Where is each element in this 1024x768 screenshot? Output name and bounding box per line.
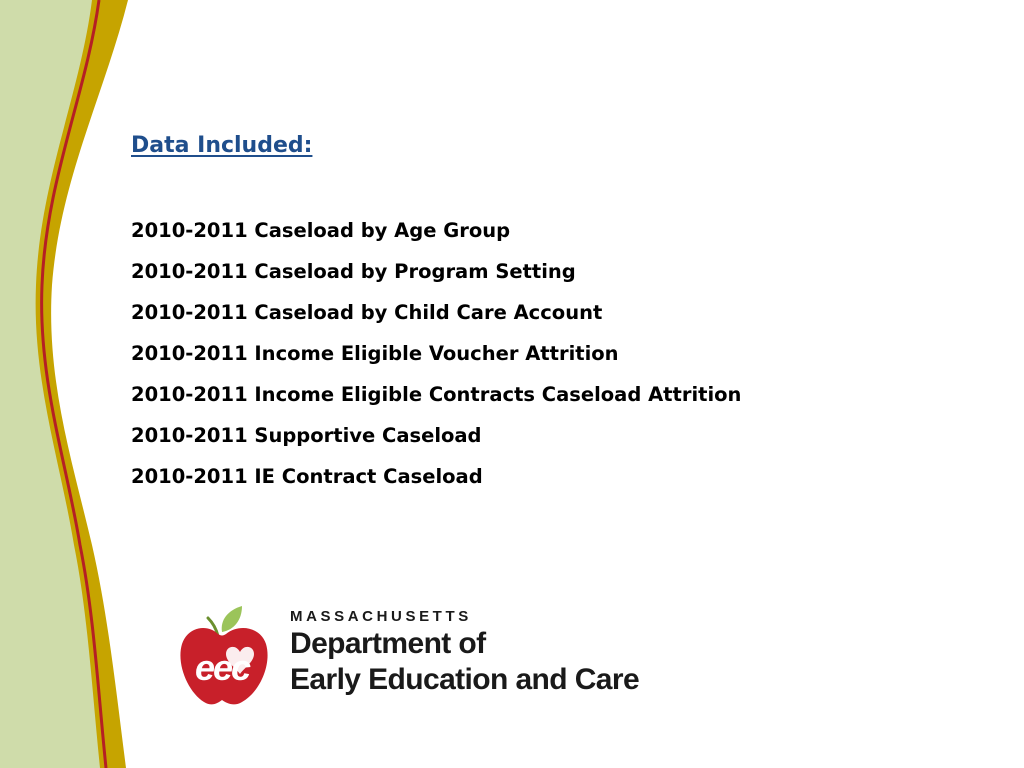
data-item-ie-contract-caseload: 2010-2011 IE Contract Caseload: [131, 465, 483, 488]
data-item-supportive-caseload: 2010-2011 Supportive Caseload: [131, 424, 482, 447]
data-item-child-care-account: 2010-2011 Caseload by Child Care Account: [131, 301, 603, 324]
data-item-program-setting: 2010-2011 Caseload by Program Setting: [131, 260, 576, 283]
logo-mark-text: eec: [194, 647, 250, 688]
logo-state-name: MASSACHUSETTS: [290, 608, 472, 625]
data-item-voucher-attrition: 2010-2011 Income Eligible Voucher Attrition: [131, 342, 619, 365]
section-heading: Data Included:: [131, 133, 313, 158]
data-item-contracts-attrition: 2010-2011 Income Eligible Contracts Caseload Attrition: [131, 383, 742, 406]
logo-line-department: Department of: [290, 627, 486, 660]
data-items-list: [131, 217, 741, 504]
logo-line-early-education: Early Education and Care: [290, 663, 640, 696]
eec-logo: [178, 604, 638, 712]
leaf-icon: [222, 606, 242, 632]
apple-icon: [178, 604, 274, 708]
data-item-age-group: 2010-2011 Caseload by Age Group: [131, 219, 511, 242]
logo-wordmark: [290, 608, 639, 698]
side-wave-decoration: [0, 0, 140, 768]
